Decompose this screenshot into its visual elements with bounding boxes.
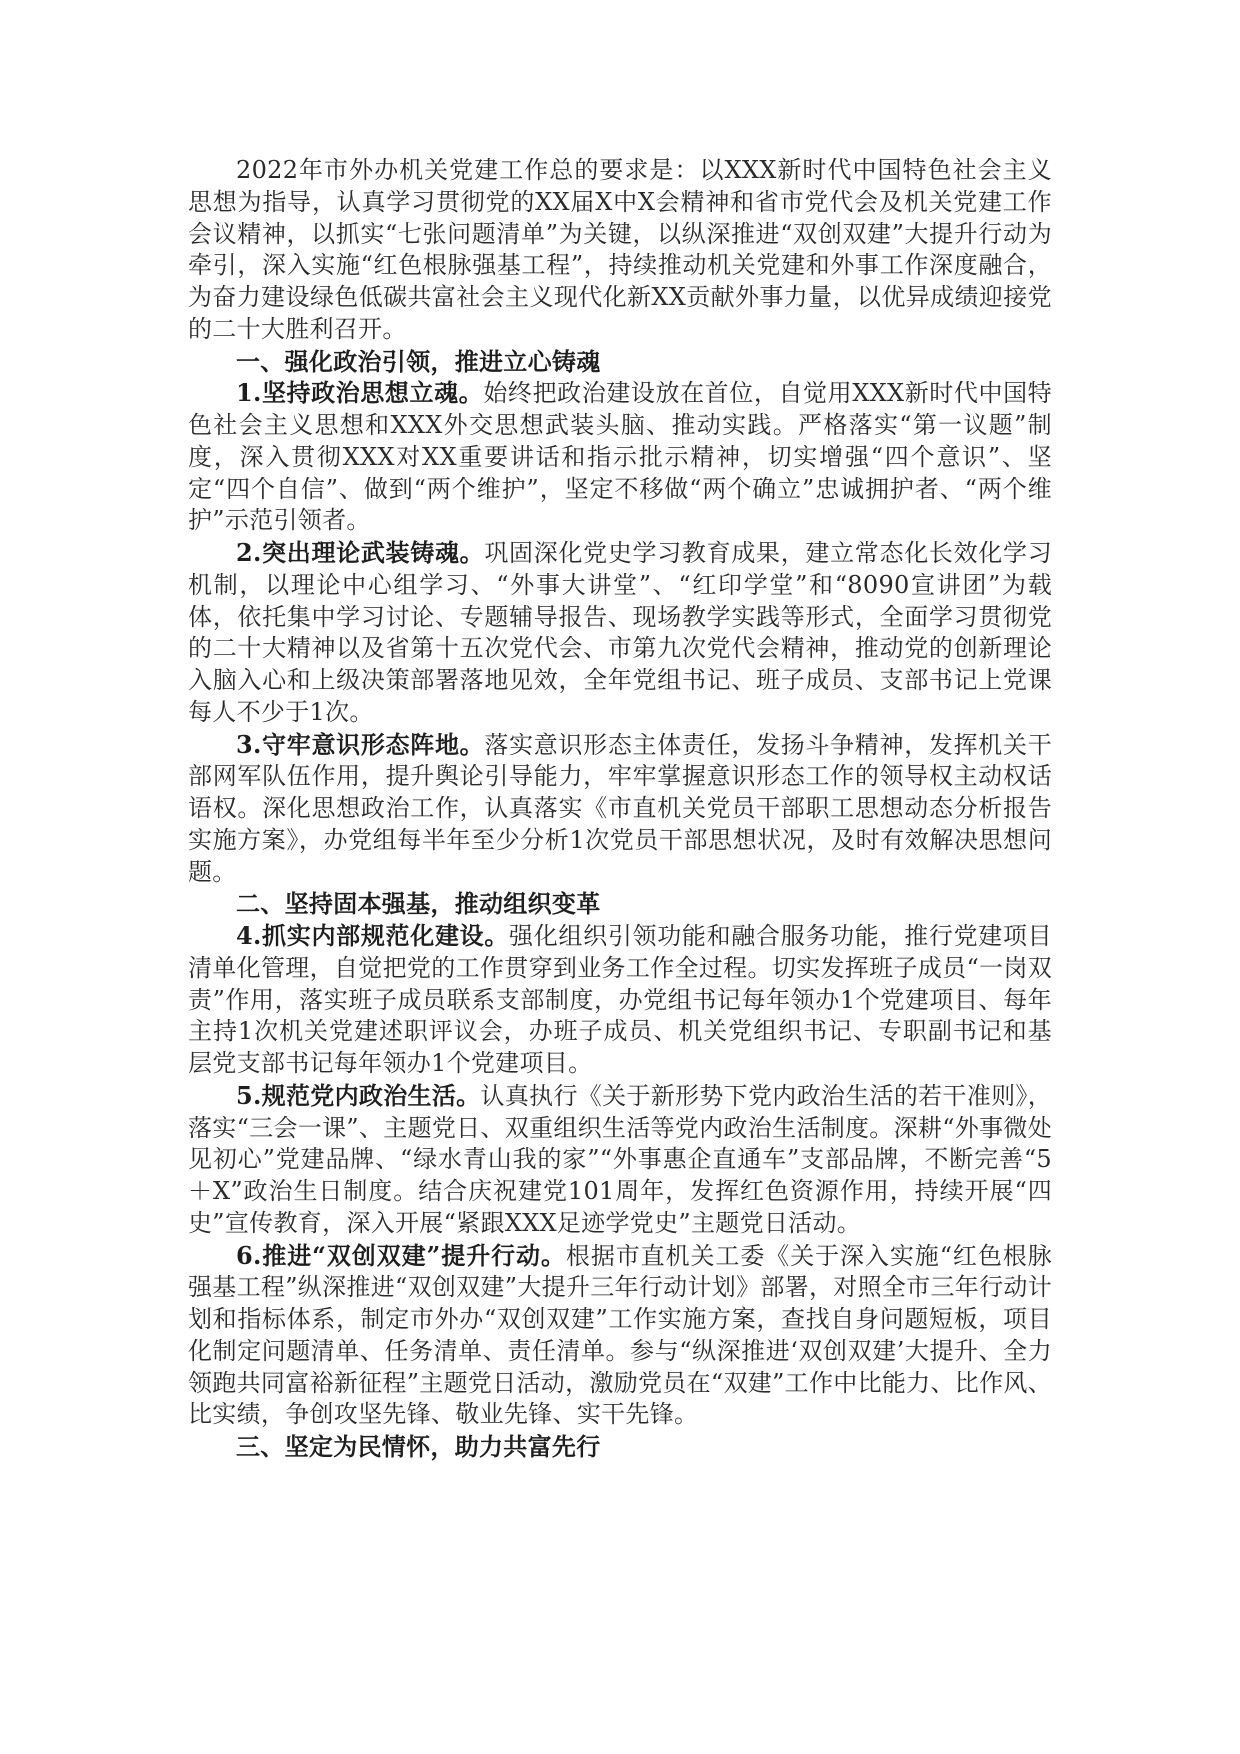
section-heading-3: 三、坚定为民情怀，助力共富先行 xyxy=(236,1432,601,1461)
section-heading-2: 二、坚持固本强基，推动组织变革 xyxy=(236,889,601,919)
document-page xyxy=(188,155,1052,1463)
item-text-4: 强化组织引领功能和融合服务功能，推行党建项目清单化管理，自觉把党的工作贯穿到业务工作全过程。切实发挥班子成员“一岗双责”作用，落实班子成员联系支部制度，办党组书记每年领办1个党建项目、每年主持1次机关党建述职评议会，办班子成员、机关党组织书记、专职副书记和基层党支部书记每年领办1个党建项目。 xyxy=(188,922,1052,1077)
item-text-3: 落实意识形态主体责任，发扬斗争精神，发挥机关干部网军队伍作用，提升舆论引导能力，牢牢掌握意识形态工作的领导权主动权话语权。深化思想政治工作，认真落实《市直机关党员干部职工思想动态分析报告实施方案》，办党组每半年至少分析1次党员干部思想状况，及时有效解决思想问题。 xyxy=(188,730,1052,886)
item-lead-2: 2.突出理论武装铸魂。 xyxy=(236,538,485,567)
section-heading-1: 一、强化政治引领，推进立心铸魂 xyxy=(236,346,601,376)
item-lead-4: 4.抓实内部规范化建设。 xyxy=(236,921,510,950)
item-paragraph-4 xyxy=(188,920,1052,1080)
item-paragraph-5 xyxy=(188,1080,1052,1240)
item-lead-1: 1.坚持政治思想立魂。 xyxy=(236,378,484,408)
item-text-1: 始终把政治建设放在首位，自觉用XXX新时代中国特色社会主义思想和XXX外交思想武装头脑、推动实践。严格落实“第一议题”制度，深入贯彻XXX对XX重要讲话和指示批示精神，切实增强“四个意识”、坚定“四个自信”、做到“两个维护”，坚定不移做“两个确立”忠诚拥护者、“两个维护”示范引领者。 xyxy=(188,379,1052,535)
item-paragraph-2 xyxy=(188,537,1052,729)
item-paragraph-1 xyxy=(188,377,1052,537)
item-text-2: 巩固深化党史学习教育成果，建立常态化长效化学习机制，以理论中心组学习、“外事大讲堂”、“红印学堂”和“8090宣讲团”为载体，依托集中学习讨论、专题辅导报告、现场教学实践等形式，全面学习贯彻党的二十大精神以及省第十五次党代会、市第九次党代会精神，推动党的创新理论入脑入心和上级决策部署落地见效，全年党组书记、班子成员、支部书记上党课每人不少于1次。 xyxy=(188,539,1052,726)
intro-paragraph: 2022年市外办机关党建工作总的要求是：以XXX新时代中国特色社会主义思想为指导，认真学习贯彻党的XX届X中X会精神和省市党代会及机关党建工作会议精神，以抓实“七张问题清单”为关键，以纵深推进“双创双建”大提升行动为牵引，深入实施“红色根脉强基工程”，持续推动机关党建和外事工作深度融合，为奋力建设绿色低碳共富社会主义现代化新XX贡献外事力量，以优异成绩迎接党的二十大胜利召开。 xyxy=(188,156,1052,343)
item-lead-3: 3.守牢意识形态阵地。 xyxy=(236,729,485,759)
item-lead-6: 6.推进“双创双建”提升行动。 xyxy=(236,1240,566,1270)
item-paragraph-6 xyxy=(188,1240,1052,1432)
item-paragraph-3 xyxy=(188,729,1052,889)
item-lead-5: 5.规范党内政治生活。 xyxy=(236,1080,481,1110)
item-text-5: 认真执行《关于新形势下党内政治生活的若干准则》，落实“三会一课”、主题党日、双重组织生活等党内政治生活制度。深耕“外事微处见初心”党建品牌、“绿水青山我的家”“外事惠企直通车”支部品牌，不断完善“5＋X”政治生日制度。结合庆祝建党101周年，发挥红色资源作用，持续开展“四史”宣传教育，深入开展“紧跟XXX足迹学党史”主题党日活动。 xyxy=(188,1081,1053,1237)
item-text-6: 根据市直机关工委《关于深入实施“红色根脉强基工程”纵深推进“双创双建”大提升三年行动计划》部署，对照全市三年行动计划和指标体系，制定市外办“双创双建”工作实施方案，查找自身问题短板，项目化制定问题清单、任务清单、责任清单。参与“纵深推进‘双创双建’大提升、全力领跑共同富裕新征程”主题党日活动，激励党员在“双建”工作中比能力、比作风、比实绩，争创攻坚先锋、敬业先锋、实干先锋。 xyxy=(188,1241,1052,1429)
